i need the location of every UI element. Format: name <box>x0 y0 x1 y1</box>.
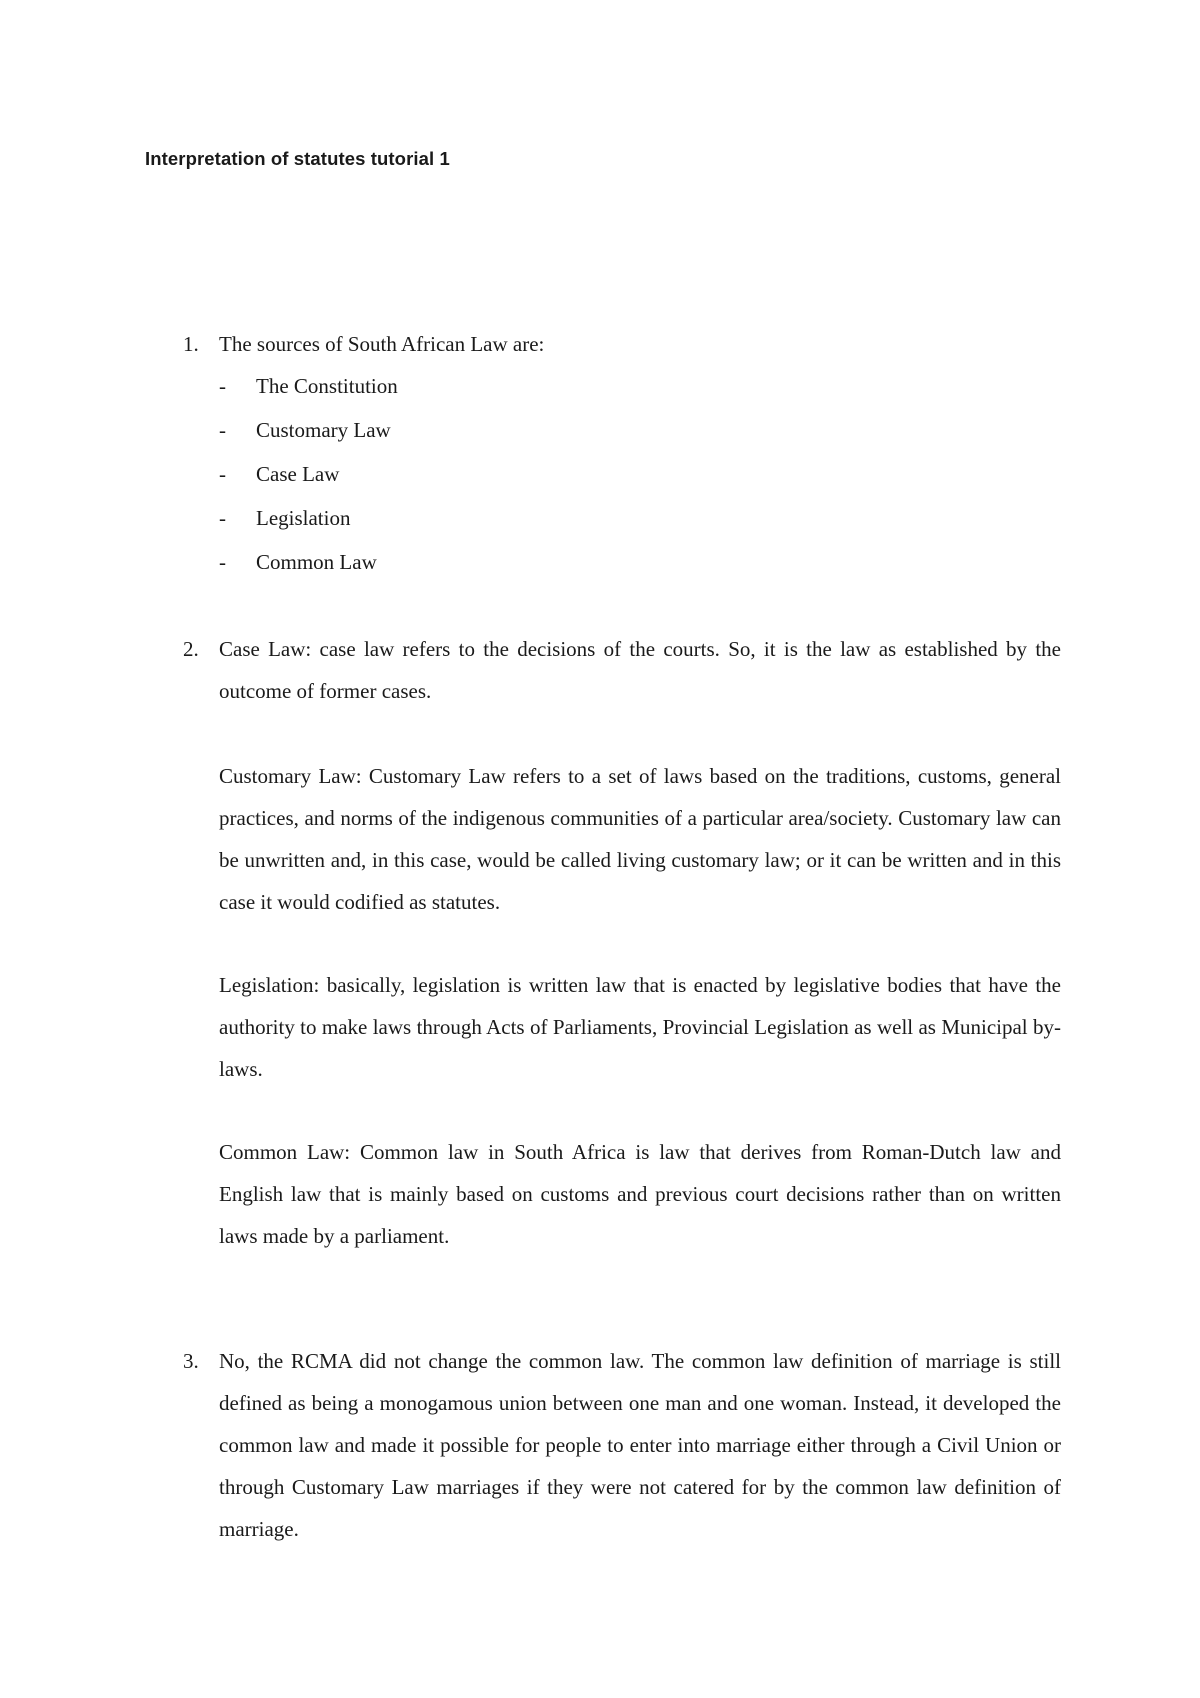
q2-case-law-paragraph: Case Law: case law refers to the decisions of the courts. So, it is the law as established by the outcome of former cases. <box>219 637 1061 703</box>
source-item: Common Law <box>256 550 377 574</box>
q1-intro: The sources of South African Law are: <box>219 332 545 356</box>
q2-number: 2. <box>183 637 199 661</box>
source-item: Legislation <box>256 506 351 530</box>
bullet-dash: - <box>219 506 226 530</box>
q2-legislation-paragraph: Legislation: basically, legislation is written law that is enacted by legislative bodies that have the authority to make laws through Acts of Parliaments, Provincial Legislation as well as Municipal by-laws. <box>219 973 1061 1081</box>
q2-common-law-paragraph: Common Law: Common law in South Africa is law that derives from Roman-Dutch law and English law that is mainly based on customs and previous court decisions rather than on written laws made by a parliament. <box>219 1140 1061 1248</box>
source-item: Customary Law <box>256 418 391 442</box>
bullet-dash: - <box>219 462 226 486</box>
bullet-dash: - <box>219 418 226 442</box>
bullet-dash: - <box>219 374 226 398</box>
source-item: The Constitution <box>256 374 398 398</box>
q3-number: 3. <box>183 1349 199 1373</box>
q2-customary-law-paragraph: Customary Law: Customary Law refers to a set of laws based on the traditions, customs, general practices, and norms of the indigenous communities of a particular area/society. Customary law can be unwritten and, in this case, would be called living customary law; or it can be written and in this case it would codified as statutes. <box>219 764 1061 914</box>
q3-paragraph: No, the RCMA did not change the common law. The common law definition of marriage is still defined as being a monogamous union between one man and one woman. Instead, it developed the common law and made it possible for people to enter into marriage either through a Civil Union or through Customary Law marriages if they were not catered for by the common law definition of marriage. <box>219 1349 1061 1541</box>
q1-number: 1. <box>183 332 199 356</box>
source-item: Case Law <box>256 462 340 486</box>
document-title: Interpretation of statutes tutorial 1 <box>145 148 450 169</box>
bullet-dash: - <box>219 550 226 574</box>
